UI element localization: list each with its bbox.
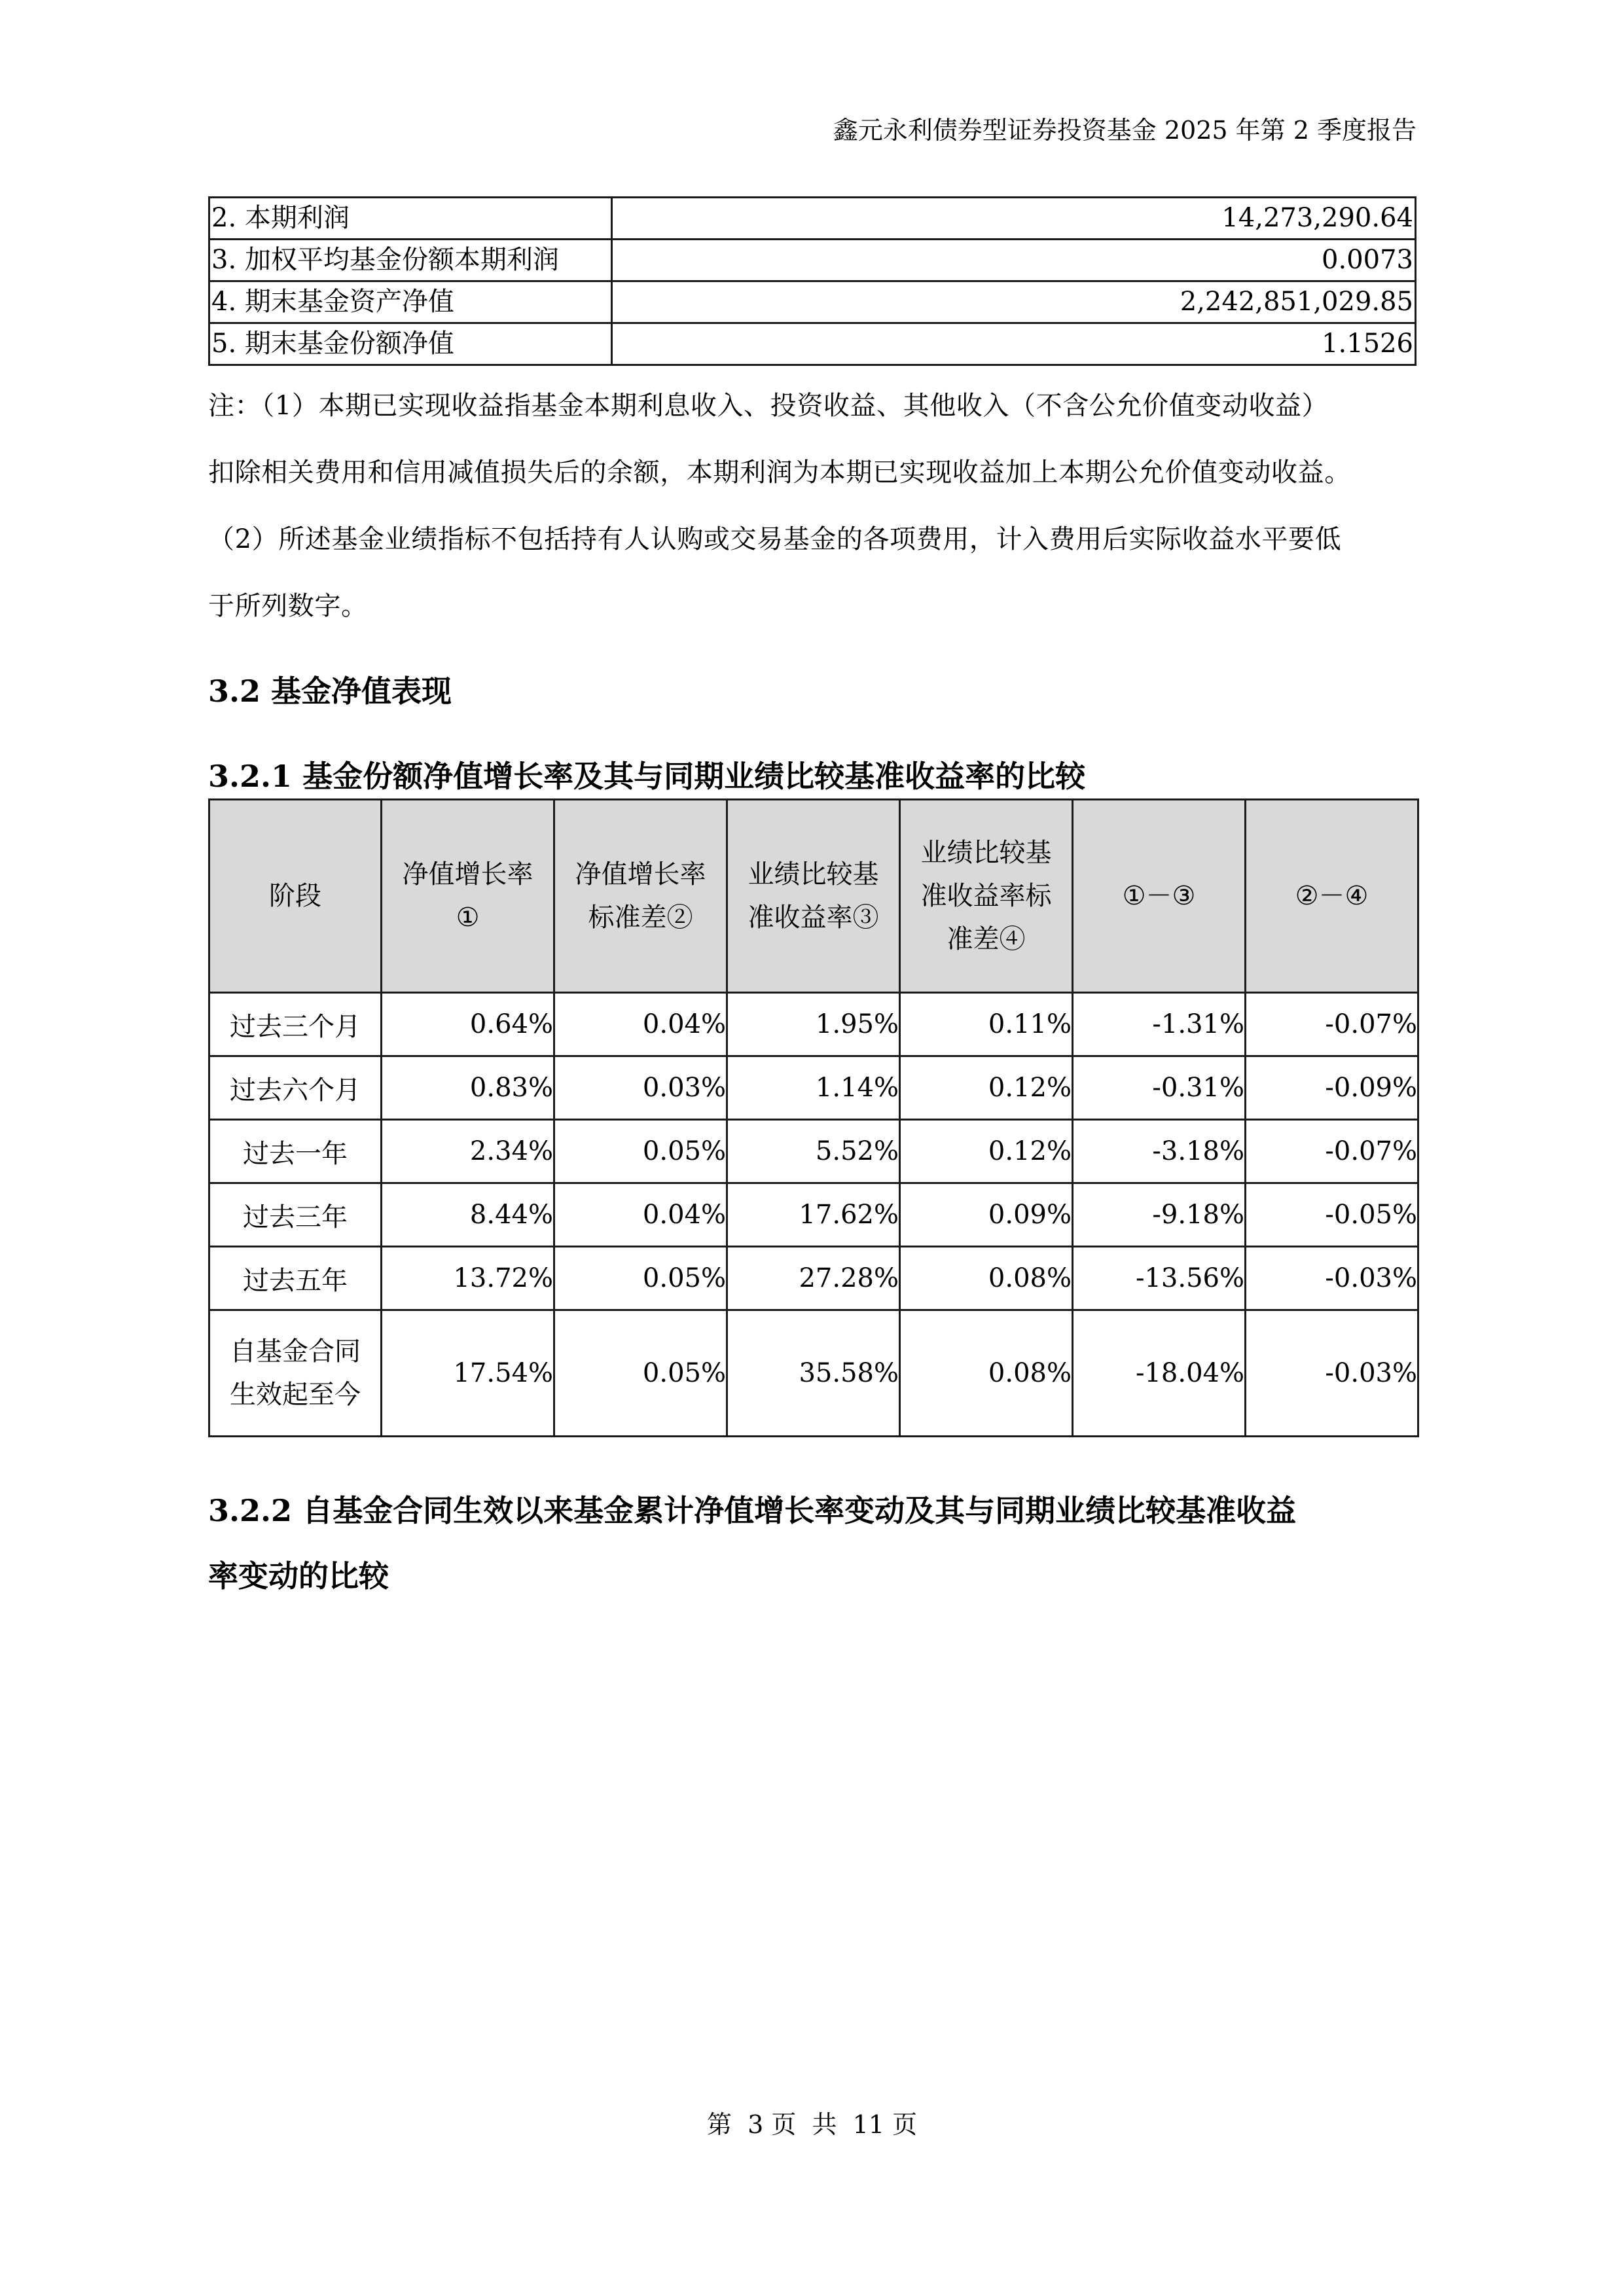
note-line: （2）所述基金业绩指标不包括持有人认购或交易基金的各项费用，计入费用后实际收益水平要低 xyxy=(208,524,1342,554)
row-label: 3. 加权平均基金份额本期利润 xyxy=(209,240,612,281)
stage-cell: 过去三年 xyxy=(209,1183,382,1247)
row-label: 2. 本期利润 xyxy=(209,198,612,240)
value-cell: -1.31% xyxy=(1073,993,1246,1056)
value-cell: -0.03% xyxy=(1246,1247,1418,1310)
row-value: 2,242,851,029.85 xyxy=(612,281,1416,323)
value-cell: 13.72% xyxy=(382,1247,554,1310)
value-cell: 0.83% xyxy=(382,1056,554,1120)
section-heading-3-2-2-cont: 率变动的比较 xyxy=(208,1558,389,1594)
value-cell: 0.04% xyxy=(554,1183,727,1247)
value-cell: -18.04% xyxy=(1073,1310,1246,1437)
table-row xyxy=(209,240,1416,281)
header-cell-nav-growth: 净值增长率 ① xyxy=(382,800,554,993)
section-heading-3-2-1: 3.2.1 基金份额净值增长率及其与同期业绩比较基准收益率的比较 xyxy=(208,759,1086,794)
value-cell: -0.31% xyxy=(1073,1056,1246,1120)
value-cell: 1.95% xyxy=(727,993,900,1056)
table-row xyxy=(209,1120,1418,1183)
stage-cell: 自基金合同 生效起至今 xyxy=(209,1310,382,1437)
table-row xyxy=(209,993,1418,1056)
table-row xyxy=(209,281,1416,323)
value-cell: 5.52% xyxy=(727,1120,900,1183)
value-cell: 0.12% xyxy=(900,1056,1073,1120)
row-value: 0.0073 xyxy=(612,240,1416,281)
value-cell: -0.07% xyxy=(1246,993,1418,1056)
header-cell-diff-1-3: ①－③ xyxy=(1073,800,1246,993)
table-row xyxy=(209,1310,1418,1437)
performance-comparison-table xyxy=(208,798,1419,1437)
value-cell: -0.09% xyxy=(1246,1056,1418,1120)
value-cell: 0.64% xyxy=(382,993,554,1056)
table-row xyxy=(209,1056,1418,1120)
value-cell: -0.07% xyxy=(1246,1120,1418,1183)
table-row xyxy=(209,323,1416,365)
note-line: 扣除相关费用和信用减值损失后的余额，本期利润为本期已实现收益加上本期公允价值变动收益。 xyxy=(208,457,1351,488)
table-row xyxy=(209,198,1416,240)
value-cell: 1.14% xyxy=(727,1056,900,1120)
value-cell: 0.03% xyxy=(554,1056,727,1120)
value-cell: 0.09% xyxy=(900,1183,1073,1247)
stage-cell: 过去三个月 xyxy=(209,993,382,1056)
stage-cell: 过去六个月 xyxy=(209,1056,382,1120)
header-cell-diff-2-4: ②－④ xyxy=(1246,800,1418,993)
main-indicators-table xyxy=(208,196,1416,366)
row-label: 5. 期末基金份额净值 xyxy=(209,323,612,365)
row-value: 1.1526 xyxy=(612,323,1416,365)
value-cell: 2.34% xyxy=(382,1120,554,1183)
row-label: 4. 期末基金资产净值 xyxy=(209,281,612,323)
header-cell-benchmark-std: 业绩比较基 准收益率标 准差④ xyxy=(900,800,1073,993)
value-cell: -9.18% xyxy=(1073,1183,1246,1247)
value-cell: 17.62% xyxy=(727,1183,900,1247)
page-number: 第 3 页 共 11 页 xyxy=(706,2110,918,2139)
report-header-title: 鑫元永利债券型证券投资基金 2025 年第 2 季度报告 xyxy=(833,116,1416,145)
value-cell: -0.05% xyxy=(1246,1183,1418,1247)
value-cell: 0.11% xyxy=(900,993,1073,1056)
table-row xyxy=(209,1247,1418,1310)
value-cell: -3.18% xyxy=(1073,1120,1246,1183)
value-cell: 0.08% xyxy=(900,1247,1073,1310)
value-cell: 0.05% xyxy=(554,1247,727,1310)
value-cell: 8.44% xyxy=(382,1183,554,1247)
value-cell: 0.05% xyxy=(554,1310,727,1437)
note-line: 注：（1）本期已实现收益指基金本期利息收入、投资收益、其他收入（不含公允价值变动收益） xyxy=(208,391,1329,421)
stage-cell: 过去一年 xyxy=(209,1120,382,1183)
table-header-row xyxy=(209,800,1418,993)
value-cell: 17.54% xyxy=(382,1310,554,1437)
value-cell: -0.03% xyxy=(1246,1310,1418,1437)
stage-cell: 过去五年 xyxy=(209,1247,382,1310)
value-cell: 0.04% xyxy=(554,993,727,1056)
table-row xyxy=(209,1183,1418,1247)
value-cell: 35.58% xyxy=(727,1310,900,1437)
row-value: 14,273,290.64 xyxy=(612,198,1416,240)
value-cell: 0.08% xyxy=(900,1310,1073,1437)
section-heading-3-2-2: 3.2.2 自基金合同生效以来基金累计净值增长率变动及其与同期业绩比较基准收益 xyxy=(208,1493,1297,1528)
value-cell: 0.05% xyxy=(554,1120,727,1183)
header-cell-nav-growth-std: 净值增长率 标准差② xyxy=(554,800,727,993)
header-cell-benchmark-return: 业绩比较基 准收益率③ xyxy=(727,800,900,993)
value-cell: -13.56% xyxy=(1073,1247,1246,1310)
header-cell-stage: 阶段 xyxy=(209,800,382,993)
value-cell: 27.28% xyxy=(727,1247,900,1310)
note-line: 于所列数字。 xyxy=(208,591,368,621)
value-cell: 0.12% xyxy=(900,1120,1073,1183)
section-heading-3-2: 3.2 基金净值表现 xyxy=(208,673,452,709)
